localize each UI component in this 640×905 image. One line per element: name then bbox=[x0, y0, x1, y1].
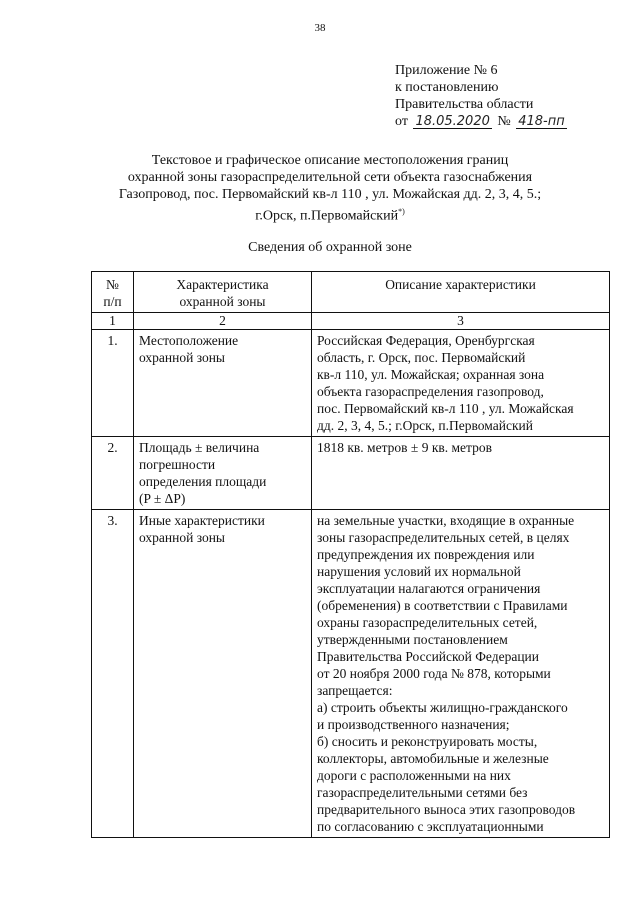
table-header-row bbox=[92, 272, 610, 313]
title-line-3: Газопровод, пос. Первомайский кв-л 110 , ул. Можайская дд. 2, 3, 4, 5.; bbox=[118, 187, 542, 202]
date-prefix: от bbox=[395, 114, 408, 129]
index-cell: 2 bbox=[134, 313, 312, 330]
row-description: 1818 кв. метров ± 9 кв. метров bbox=[312, 437, 610, 510]
page-number: 38 bbox=[314, 22, 326, 34]
document-title bbox=[90, 152, 570, 225]
section-subtitle: Сведения об охранной зоне bbox=[248, 240, 412, 255]
header-number: № п/п bbox=[92, 272, 134, 313]
index-cell: 3 bbox=[312, 313, 610, 330]
row-number: 1. bbox=[92, 330, 134, 437]
row-number: 2. bbox=[92, 437, 134, 510]
row-characteristic: Местоположение охранной зоны bbox=[134, 330, 312, 437]
table-row bbox=[92, 330, 610, 437]
appendix-line-2: к постановлению bbox=[395, 80, 499, 95]
handwritten-number: 418-пп bbox=[518, 114, 565, 129]
appendix-block bbox=[395, 62, 569, 130]
header-characteristic: Характеристика охранной зоны bbox=[134, 272, 312, 313]
appendix-line-3: Правительства области bbox=[395, 97, 534, 112]
row-characteristic: Площадь ± величина погрешности определения площади (P ± ΔP) bbox=[134, 437, 312, 510]
table-row bbox=[92, 437, 610, 510]
title-line-1: Текстовое и графическое описание местоположения границ bbox=[151, 153, 509, 168]
header-description: Описание характеристики bbox=[312, 272, 610, 313]
appendix-line-1: Приложение № 6 bbox=[395, 63, 498, 78]
index-cell: 1 bbox=[92, 313, 134, 330]
table-row bbox=[92, 510, 610, 838]
number-sign: № bbox=[497, 114, 511, 129]
title-location: г.Орск, п.Первомайский bbox=[255, 208, 399, 224]
handwritten-date: 18.05.2020 bbox=[415, 114, 490, 129]
row-description: Российская Федерация, Оренбургская область, г. Орск, пос. Первомайский кв-л 110, ул. Можайская; охранная зона объекта газораспределения газопровод, пос. Первомайский кв-л 110 , ул. Можайская дд. 2, 3, 4, 5.; г.Орск, п.Первомайский bbox=[312, 330, 610, 437]
title-line-4 bbox=[90, 203, 570, 225]
row-number: 3. bbox=[92, 510, 134, 838]
row-characteristic: Иные характеристики охранной зоны bbox=[134, 510, 312, 838]
title-line-2: охранной зоны газораспределительной сети объекта газоснабжения bbox=[127, 170, 533, 185]
row-description: на земельные участки, входящие в охранные зоны газораспределительных сетей, в целях предупреждения их повреждения или нарушения условий их нормальной эксплуатации налагаются ограничения (обременения) в соответствии с Правилами охраны газораспределительных сетей, утвержденными постановлением Правительства Российской Федерации от 20 ноября 2000 года № 878, которыми запрещается: а) строить объекты жилищно-гражданского и производственного назначения; б) сносить и реконструировать мосты, коллекторы, автомобильные и железные дороги с расположенными на них газораспределительными сетями без предварительного выноса этих газопроводов по согласованию с эксплуатационными bbox=[312, 510, 610, 838]
footnote-mark: *) bbox=[398, 207, 405, 216]
table-index-row bbox=[92, 313, 610, 330]
appendix-date-line bbox=[395, 113, 569, 130]
zone-info-table bbox=[91, 271, 610, 838]
